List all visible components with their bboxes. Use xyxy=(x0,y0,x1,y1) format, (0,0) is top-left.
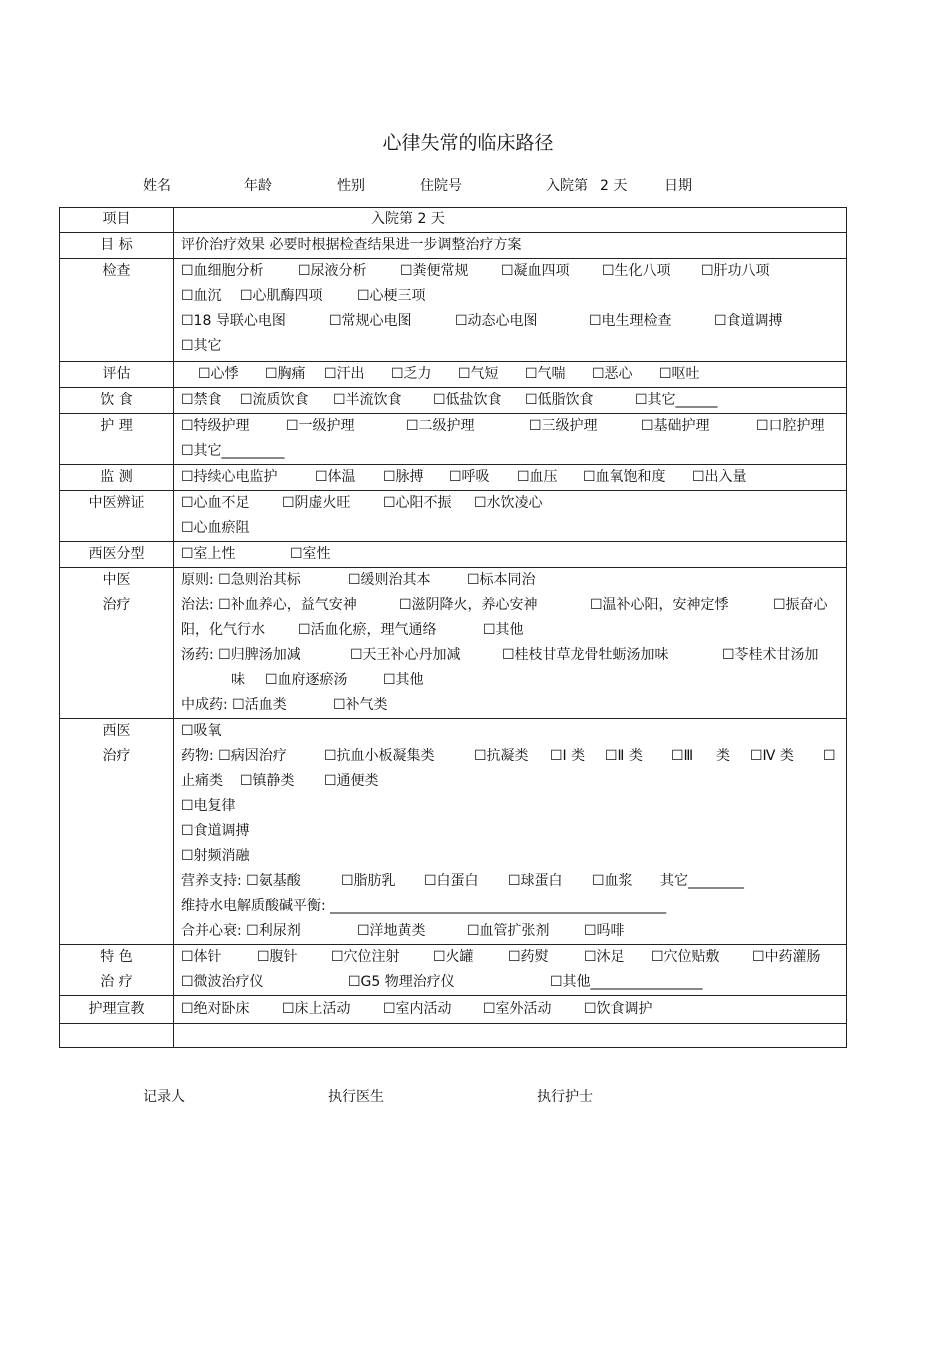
exam-option[interactable]: ☐常规心电图 xyxy=(329,313,412,329)
tcm-method-option[interactable]: ☐温补心阳，安神定悸 xyxy=(590,597,729,613)
table-row-nursing xyxy=(60,414,847,465)
nutrition-option[interactable]: ☐脂肪乳 xyxy=(341,873,396,889)
wm-classification-label: 西医分型 xyxy=(88,546,145,562)
nutrition-option[interactable]: ☐白蛋白 xyxy=(424,873,479,889)
monitor-option[interactable]: ☐出入量 xyxy=(692,469,747,485)
wm-classification-option[interactable]: ☐室上性 xyxy=(181,546,236,562)
item-header-label: 项目 xyxy=(102,211,131,227)
education-option[interactable]: ☐室内活动 xyxy=(383,1001,452,1017)
tcm-decoction-option[interactable]: ☐血府逐瘀汤 xyxy=(265,672,348,688)
patient-info-row xyxy=(0,175,950,195)
goal-label: 目 标 xyxy=(100,237,133,253)
tcm-principle-option[interactable]: ☐标本同治 xyxy=(467,572,536,588)
tcm-diagnosis-option[interactable]: ☐阴虚火旺 xyxy=(282,495,351,511)
special-treatment-option[interactable]: ☐穴位注射 xyxy=(331,949,400,965)
nursing-option[interactable]: ☐特级护理 xyxy=(181,418,250,434)
heart-failure-option[interactable]: ☐吗啡 xyxy=(584,923,625,939)
tcm-diagnosis-label: 中医辨证 xyxy=(88,495,145,511)
assess-option[interactable]: ☐心悸 xyxy=(198,366,239,382)
special-treatment-option[interactable]: ☐中药灌肠 xyxy=(752,949,821,965)
nursing-option[interactable]: ☐二级护理 xyxy=(406,418,475,434)
name-label: 姓名 xyxy=(143,178,171,194)
tcm-method-option[interactable]: 治法: ☐补血养心，益气安神 xyxy=(181,597,357,613)
education-option[interactable]: ☐室外活动 xyxy=(483,1001,552,1017)
tcm-decoction-continued: 味 xyxy=(231,672,245,688)
day-header-cell xyxy=(174,208,847,233)
tcm-method-option[interactable]: ☐其他 xyxy=(483,622,524,638)
education-option[interactable]: ☐床上活动 xyxy=(282,1001,351,1017)
exam-option[interactable]: ☐其它 xyxy=(181,338,222,354)
assess-label: 评估 xyxy=(102,366,131,382)
drug-option[interactable]: ☐抗血小板凝集类 xyxy=(324,748,435,764)
diet-option[interactable]: ☐禁食 xyxy=(181,392,222,408)
tcm-diagnosis-option[interactable]: ☐水饮凌心 xyxy=(474,495,543,511)
table-row-diet xyxy=(60,388,847,414)
exam-option[interactable]: ☐食道调搏 xyxy=(714,313,783,329)
wm-treatment-label-2: 治疗 xyxy=(102,748,131,764)
tcm-method-option[interactable]: ☐滋阴降火，养心安神 xyxy=(399,597,538,613)
diet-option[interactable]: ☐低盐饮食 xyxy=(433,392,502,408)
exam-option[interactable]: ☐粪便常规 xyxy=(400,263,469,279)
special-treatment-label-2: 治 疗 xyxy=(100,974,133,990)
table-row-wm-classification xyxy=(60,542,847,568)
drug-option[interactable]: ☐Ⅰ 类 xyxy=(550,748,586,764)
education-label: 护理宣教 xyxy=(88,1001,145,1017)
diet-option[interactable]: ☐流质饮食 xyxy=(240,392,309,408)
tcm-diagnosis-option[interactable]: ☐心血不足 xyxy=(181,495,250,511)
monitor-option[interactable]: ☐血压 xyxy=(517,469,558,485)
drug-option[interactable]: ☐通便类 xyxy=(324,773,379,789)
assess-option[interactable]: ☐乏力 xyxy=(391,366,432,382)
exam-option[interactable]: ☐电生理检查 xyxy=(589,313,672,329)
electrolyte-balance-field[interactable]: 维持水电解质酸碱平衡: ________________________________________________ xyxy=(181,898,667,914)
special-treatment-option[interactable]: ☐体针 xyxy=(181,949,222,965)
date-label: 日期 xyxy=(664,178,692,194)
nurse-label: 执行护士 xyxy=(537,1089,593,1105)
nutrition-option[interactable]: ☐球蛋白 xyxy=(508,873,563,889)
monitor-option[interactable]: ☐脉搏 xyxy=(383,469,424,485)
heart-failure-option[interactable]: ☐血管扩张剂 xyxy=(467,923,550,939)
special-treatment-option[interactable]: ☐沐足 xyxy=(584,949,625,965)
day-header-label: 入院第 2 天 xyxy=(371,211,445,227)
tcm-decoction-option[interactable]: ☐其他 xyxy=(383,672,424,688)
tcm-principle-option[interactable]: 原则: ☐急则治其标 xyxy=(181,572,301,588)
doctor-label: 执行医生 xyxy=(328,1089,384,1105)
special-treatment-label-1: 特 色 xyxy=(100,949,133,965)
exam-option[interactable]: ☐血沉 xyxy=(181,288,222,304)
exam-label: 检查 xyxy=(102,263,131,279)
tcm-principle-option[interactable]: ☐缓则治其本 xyxy=(348,572,431,588)
signature-row xyxy=(0,1086,950,1106)
exam-option[interactable]: ☐18 导联心电图 xyxy=(181,313,286,329)
nursing-option[interactable]: ☐口腔护理 xyxy=(756,418,825,434)
table-row-assess xyxy=(60,362,847,388)
clinical-pathway-table xyxy=(59,207,847,1048)
nursing-option[interactable]: ☐三级护理 xyxy=(529,418,598,434)
monitor-label: 监 测 xyxy=(100,469,133,485)
exam-option[interactable]: ☐血细胞分析 xyxy=(181,263,264,279)
tcm-decoction-option[interactable]: ☐桂枝甘草龙骨牡蛎汤加味 xyxy=(502,647,669,663)
assess-option[interactable]: ☐气喘 xyxy=(525,366,566,382)
nursing-label: 护 理 xyxy=(100,418,133,434)
table-row-education xyxy=(60,996,847,1024)
table-row-exam xyxy=(60,259,847,362)
tcm-decoction-option[interactable]: ☐天王补心丹加减 xyxy=(350,647,461,663)
admission-day-prefix: 入院第 xyxy=(546,178,588,194)
drug-option[interactable]: ☐镇静类 xyxy=(240,773,295,789)
tcm-method-continued: 阳，化气行水 xyxy=(181,622,265,638)
tcm-diagnosis-option[interactable]: ☐心阳不振 xyxy=(383,495,452,511)
assess-option[interactable]: ☐恶心 xyxy=(592,366,633,382)
table-row-tcm-diagnosis xyxy=(60,491,847,542)
age-label: 年龄 xyxy=(244,178,272,194)
oxygen-option[interactable]: ☐吸氧 xyxy=(181,723,222,739)
table-row-tcm-treatment xyxy=(60,568,847,719)
diet-option[interactable]: ☐其它______ xyxy=(635,392,718,408)
special-treatment-option[interactable]: ☐药熨 xyxy=(508,949,549,965)
esophageal-pacing-option[interactable]: ☐食道调搏 xyxy=(181,823,250,839)
nutrition-option[interactable]: 营养支持: ☐氨基酸 xyxy=(181,873,301,889)
exam-option[interactable]: ☐生化八项 xyxy=(602,263,671,279)
drug-option[interactable]: ☐Ⅱ 类 xyxy=(605,748,643,764)
tcm-treatment-label-1: 中医 xyxy=(102,572,131,588)
table-row-special-treatment xyxy=(60,945,847,996)
tcm-decoction-option[interactable]: ☐苓桂术甘汤加 xyxy=(722,647,819,663)
tcm-method-option[interactable]: ☐活血化瘀，理气通络 xyxy=(298,622,437,638)
table-row-monitor xyxy=(60,465,847,491)
nursing-option[interactable]: ☐基础护理 xyxy=(641,418,710,434)
drug-option-continued: 止痛类 xyxy=(181,773,223,789)
tcm-patent-option[interactable]: ☐补气类 xyxy=(333,697,388,713)
special-treatment-option[interactable]: ☐穴位贴敷 xyxy=(651,949,720,965)
sex-label: 性别 xyxy=(337,178,365,194)
table-row-blank xyxy=(60,1024,847,1048)
tcm-treatment-label-2: 治疗 xyxy=(102,597,131,613)
monitor-option[interactable]: ☐呼吸 xyxy=(449,469,490,485)
wm-treatment-label-1: 西医 xyxy=(102,723,131,739)
recorder-label: 记录人 xyxy=(143,1089,185,1105)
diet-option[interactable]: ☐低脂饮食 xyxy=(525,392,594,408)
monitor-option[interactable]: ☐血氧饱和度 xyxy=(583,469,666,485)
tcm-patent-option[interactable]: 中成药: ☐活血类 xyxy=(181,697,287,713)
nursing-option[interactable]: ☐一级护理 xyxy=(286,418,355,434)
exam-option[interactable]: ☐肝功八项 xyxy=(701,263,770,279)
drug-option[interactable]: ☐Ⅳ 类 xyxy=(750,748,794,764)
ablation-option[interactable]: ☐射频消融 xyxy=(181,848,250,864)
drug-option[interactable]: 药物: ☐病因治疗 xyxy=(181,748,287,764)
special-treatment-option[interactable]: ☐微波治疗仪 xyxy=(181,974,264,990)
item-header-cell xyxy=(60,208,174,233)
table-row-goal xyxy=(60,233,847,259)
table-row-wm-treatment xyxy=(60,719,847,945)
diet-option[interactable]: ☐半流饮食 xyxy=(333,392,402,408)
exam-option[interactable]: ☐凝血四项 xyxy=(501,263,570,279)
wm-classification-option[interactable]: ☐室性 xyxy=(290,546,331,562)
assess-option[interactable]: ☐汗出 xyxy=(324,366,365,382)
special-treatment-option[interactable]: ☐火罐 xyxy=(433,949,474,965)
tcm-diagnosis-option[interactable]: ☐心血瘀阻 xyxy=(181,520,250,536)
drug-option[interactable]: ☐抗凝类 xyxy=(474,748,529,764)
table-row-header xyxy=(60,208,847,233)
tcm-decoction-option[interactable]: 汤药: ☐归脾汤加减 xyxy=(181,647,301,663)
nutrition-option[interactable]: ☐血浆 xyxy=(592,873,633,889)
admission-day-value: 2 天 xyxy=(600,178,628,194)
page-title: 心律失常的临床路径 xyxy=(382,132,554,154)
hospital-no-label: 住院号 xyxy=(420,178,462,194)
nursing-option[interactable]: ☐其它_________ xyxy=(181,443,285,459)
blank-cell xyxy=(60,1024,174,1048)
exam-option[interactable]: ☐尿液分析 xyxy=(298,263,367,279)
exam-option[interactable]: ☐心肌酶四项 xyxy=(240,288,323,304)
assess-option[interactable]: ☐气短 xyxy=(458,366,499,382)
special-treatment-option[interactable]: ☐G5 物理治疗仪 xyxy=(348,974,455,990)
exam-option[interactable]: ☐动态心电图 xyxy=(455,313,538,329)
cardioversion-option[interactable]: ☐电复律 xyxy=(181,798,236,814)
diet-label: 饮 食 xyxy=(100,392,133,408)
tcm-method-option[interactable]: ☐振奋心 xyxy=(773,597,828,613)
exam-option[interactable]: ☐心梗三项 xyxy=(357,288,426,304)
nutrition-other[interactable]: 其它________ xyxy=(660,873,744,889)
assess-option[interactable]: ☐呕吐 xyxy=(659,366,700,382)
drug-option[interactable]: ☐ xyxy=(823,748,836,764)
drug-option[interactable]: ☐Ⅲ xyxy=(671,748,694,764)
blank-cell[interactable] xyxy=(174,1024,847,1048)
special-treatment-option[interactable]: ☐其他________________ xyxy=(550,974,703,990)
education-option[interactable]: ☐绝对卧床 xyxy=(181,1001,250,1017)
goal-text: 评价治疗效果 必要时根据检查结果进一步调整治疗方案 xyxy=(181,237,522,253)
drug-class-suffix: 类 xyxy=(716,748,730,764)
monitor-option[interactable]: ☐持续心电监护 xyxy=(181,469,278,485)
assess-option[interactable]: ☐胸痛 xyxy=(265,366,306,382)
heart-failure-option[interactable]: 合并心衰: ☐利尿剂 xyxy=(181,923,301,939)
education-option[interactable]: ☐饮食调护 xyxy=(584,1001,653,1017)
monitor-option[interactable]: ☐体温 xyxy=(315,469,356,485)
special-treatment-option[interactable]: ☐腹针 xyxy=(257,949,298,965)
heart-failure-option[interactable]: ☐洋地黄类 xyxy=(357,923,426,939)
